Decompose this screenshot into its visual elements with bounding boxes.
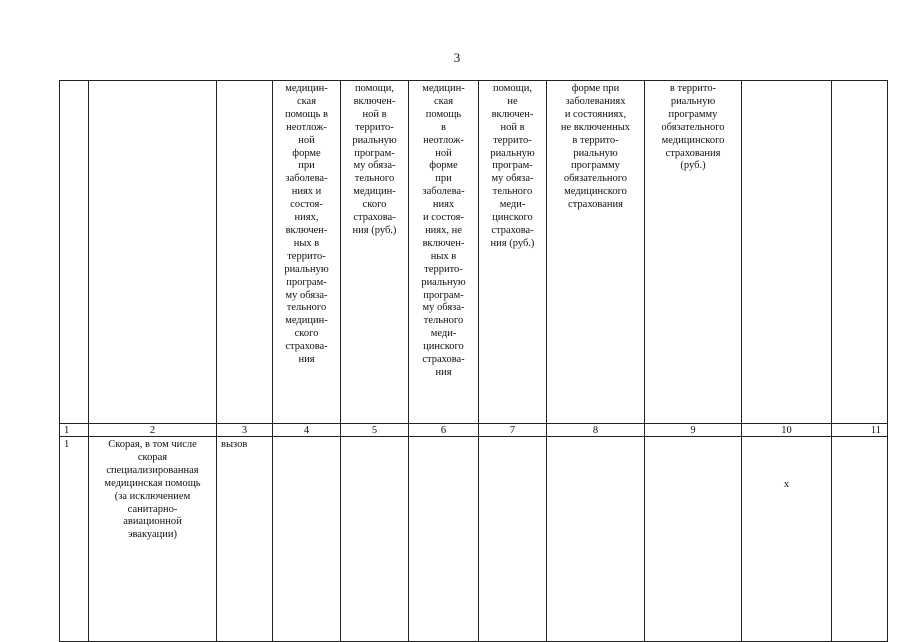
value-cell-5 xyxy=(341,437,409,642)
header-text-5: помощи, включен- ной в террито- риальную програм- му обяза- тельного медицин- ского страхова- ния (руб.) xyxy=(352,83,397,236)
tariff-table xyxy=(59,80,888,642)
header-cell-1 xyxy=(60,81,89,424)
header-cell-10 xyxy=(742,81,832,424)
unit-cell: вызов xyxy=(217,437,273,642)
header-cell-6 xyxy=(409,81,479,424)
value-cell-8 xyxy=(547,437,645,642)
column-number: 11 xyxy=(832,424,888,437)
value-cell-6 xyxy=(409,437,479,642)
value-cell-9 xyxy=(645,437,742,642)
column-number: 2 xyxy=(89,424,217,437)
header-cell-3 xyxy=(217,81,273,424)
value-cell-7 xyxy=(479,437,547,642)
header-cell-11 xyxy=(832,81,888,424)
column-number: 1 xyxy=(60,424,89,437)
header-cell-9 xyxy=(645,81,742,424)
column-number: 8 xyxy=(547,424,645,437)
header-row xyxy=(60,81,888,424)
value-cell-11 xyxy=(832,437,888,642)
column-number: 10 xyxy=(742,424,832,437)
header-text-8: форме при заболеваниях и состояниях, не включенных в террито- риальную программу обязательного медицинского страхования xyxy=(560,83,631,211)
column-number: 7 xyxy=(479,424,547,437)
row-number: 1 xyxy=(60,437,89,642)
column-number: 3 xyxy=(217,424,273,437)
header-cell-2 xyxy=(89,81,217,424)
column-number: 5 xyxy=(341,424,409,437)
header-text-7: помощи, не включен- ной в террито- риальную програм- му обяза- тельного меди- цинского страхова- ния (руб.) xyxy=(490,83,535,249)
header-cell-5 xyxy=(341,81,409,424)
service-name: Скорая, в том числе скорая специализированная медицинская помощь (за исключением санитарно- авиационной эвакуации) xyxy=(104,439,201,541)
header-cell-4 xyxy=(273,81,341,424)
header-cell-7 xyxy=(479,81,547,424)
header-text-9: в террито- риальную программу обязательного медицинского страхования (руб.) xyxy=(661,83,725,172)
value-cell-4 xyxy=(273,437,341,642)
header-cell-8 xyxy=(547,81,645,424)
column-number: 4 xyxy=(273,424,341,437)
header-text-6: медицин- ская помощь в неотлож- ной форме при заболева- ниях и состоя- ниях, не включен- ных в террито- риальную програм- му обяза- тельного меди- цинского страхова- ния xyxy=(421,83,466,378)
column-number: 9 xyxy=(645,424,742,437)
value-cell-10: х xyxy=(742,437,832,642)
page-number: 3 xyxy=(453,50,461,65)
table-row xyxy=(60,437,888,642)
service-name-cell xyxy=(89,437,217,642)
header-text-4: медицин- ская помощь в неотлож- ной форме при заболева- ниях и состоя- ниях, включен- ных в террито- риальную програм- му обяза- тельного медицин- ского страхова- ния xyxy=(284,83,329,366)
column-number-row xyxy=(60,424,888,437)
column-number: 6 xyxy=(409,424,479,437)
